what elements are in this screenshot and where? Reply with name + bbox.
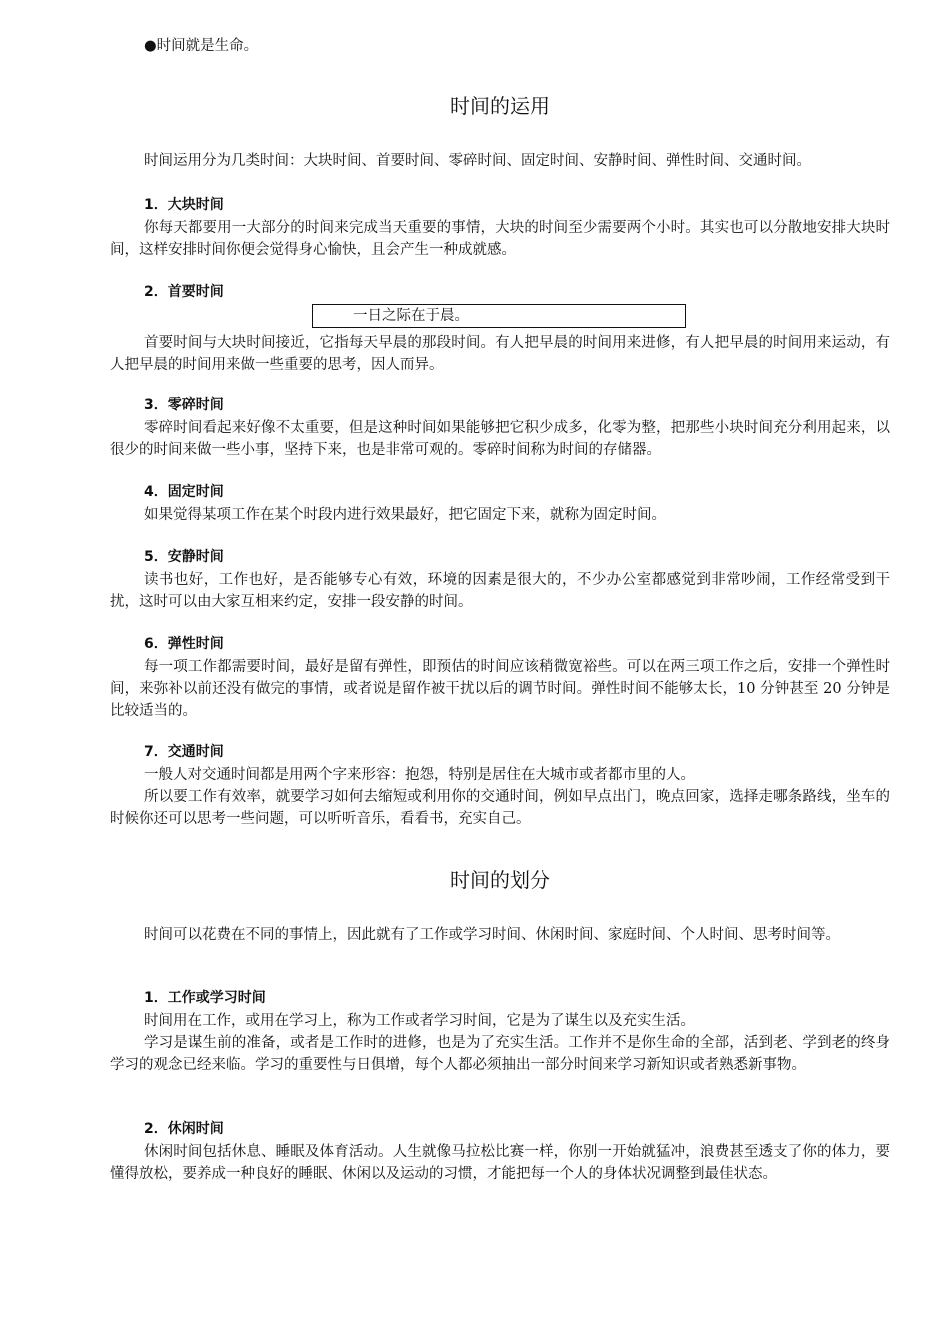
subsection xyxy=(110,195,890,261)
subsection-heading: 2．首要时间 xyxy=(144,284,224,300)
section-intro xyxy=(110,924,890,946)
subsection xyxy=(110,282,890,376)
subsection xyxy=(110,547,890,613)
intro-paragraph: 时间运用分为几类时间：大块时间、首要时间、零碎时间、固定时间、安静时间、弹性时间、交通时间。 xyxy=(144,153,811,169)
body-paragraph: 读书也好，工作也好，是否能够专心有效，环境的因素是很大的，不少办公室都感觉到非常吵闹，工作经常受到干扰，这时可以由大家互相来约定，安排一段安静的时间。 xyxy=(110,572,890,610)
body-paragraph: 休闲时间包括休息、睡眠及体育活动。人生就像马拉松比赛一样，你别一开始就猛冲，浪费甚至透支了你的体力，要懂得放松，要养成一种良好的睡眠、休闲以及运动的习惯，才能把每一个人的身体状况调整到最佳状态。 xyxy=(110,1144,890,1182)
body-paragraph: 所以要工作有效率，就要学习如何去缩短或利用你的交通时间，例如早点出门，晚点回家，选择走哪条路线，坐车的时候你还可以思考一些问题，可以听听音乐，看看书，充实自己。 xyxy=(110,789,890,827)
body-paragraph: 一般人对交通时间都是用两个字来形容：抱怨，特别是居住在大城市或者都市里的人。 xyxy=(144,767,695,783)
body-paragraph: 零碎时间看起来好像不太重要，但是这种时间如果能够把它积少成多，化零为整，把那些小块时间充分利用起来，以很少的时间来做一些小事，坚持下来，也是非常可观的。零碎时间称为时间的存储器。 xyxy=(110,420,890,458)
section-title: 时间的划分 xyxy=(450,868,550,892)
subsection xyxy=(110,634,890,722)
body-paragraph: 首要时间与大块时间接近，它指每天早晨的那段时间。有人把早晨的时间用来进修，有人把早晨的时间用来运动，有人把早晨的时间用来做一些重要的思考，因人而异。 xyxy=(110,335,890,373)
bullet-line: ●时间就是生命。 xyxy=(144,38,259,54)
body-paragraph: 你每天都要用一大部分的时间来完成当天重要的事情，大块的时间至少需要两个小时。其实也可以分散地安排大块时间，这样安排时间你便会觉得身心愉快，且会产生一种成就感。 xyxy=(110,220,890,258)
body-paragraph: 每一项工作都需要时间，最好是留有弹性，即预估的时间应该稍微宽裕些。可以在两三项工作之后，安排一个弹性时间，来弥补以前还没有做完的事情，或者说是留作被干扰以后的调节时间。弹性时间不能够太长，10 分钟甚至 20 分钟是比较适当的。 xyxy=(110,659,890,719)
subsection xyxy=(110,988,890,1076)
section-title: 时间的运用 xyxy=(450,94,550,118)
subsection xyxy=(110,482,890,526)
subsection-heading: 1．大块时间 xyxy=(144,197,224,213)
body-paragraph: 如果觉得某项工作在某个时段内进行效果最好，把它固定下来，就称为固定时间。 xyxy=(144,507,666,523)
body-paragraph: 时间用在工作，或用在学习上，称为工作或者学习时间，它是为了谋生以及充实生活。 xyxy=(144,1013,695,1029)
body-paragraph: 学习是谋生前的准备，或者是工作时的进修，也是为了充实生活。工作并不是你生命的全部，活到老、学到老的终身学习的观念已经来临。学习的重要性与日俱增，每个人都必须抽出一部分时间来学习新知识或者熟悉新事物。 xyxy=(110,1035,890,1073)
quote-box: 一日之际在于晨。 xyxy=(312,304,686,328)
subsection xyxy=(110,742,890,830)
section-intro xyxy=(110,150,890,172)
intro-paragraph: 时间可以花费在不同的事情上，因此就有了工作或学习时间、休闲时间、家庭时间、个人时间、思考时间等。 xyxy=(144,927,840,943)
subsection-heading: 6．弹性时间 xyxy=(144,636,224,652)
subsection xyxy=(110,1119,890,1185)
subsection-heading: 1．工作或学习时间 xyxy=(144,990,266,1006)
subsection xyxy=(110,395,890,461)
subsection-heading: 5．安静时间 xyxy=(144,549,224,565)
subsection-heading: 7．交通时间 xyxy=(144,744,224,760)
subsection-heading: 2．休闲时间 xyxy=(144,1121,224,1137)
subsection-heading: 3．零碎时间 xyxy=(144,397,224,413)
subsection-heading: 4．固定时间 xyxy=(144,484,224,500)
